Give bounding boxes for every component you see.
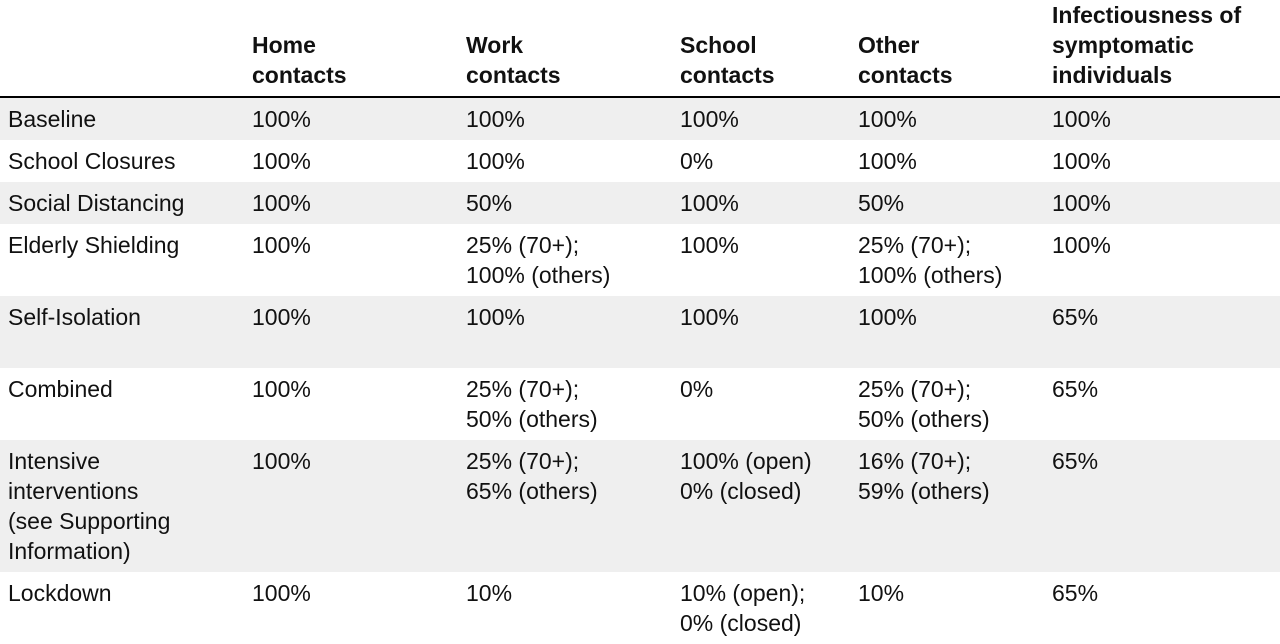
table-cell: 100% xyxy=(252,148,311,174)
table-cell: 65% xyxy=(1052,440,1280,572)
table-cell: 100% xyxy=(466,296,680,368)
row-label: Elderly Shielding xyxy=(8,232,180,258)
table-cell: 100% xyxy=(252,296,466,368)
table-row xyxy=(0,140,1280,182)
table-cell: 0% xyxy=(680,376,714,402)
table-cell: 100% xyxy=(858,97,1052,140)
table-cell: 100% xyxy=(858,296,1052,368)
table-cell: 100% xyxy=(466,97,680,140)
table-cell: 65% xyxy=(1052,376,1099,402)
table-row xyxy=(0,296,1280,368)
header-label: Work contacts xyxy=(466,32,561,88)
header-row xyxy=(0,0,1280,97)
table-cell: 25% (70+); 50% (others) xyxy=(858,376,990,432)
header-infectiousness xyxy=(1052,0,1280,97)
header-school-contacts xyxy=(680,0,858,97)
table-row xyxy=(0,440,1280,572)
row-label: Social Distancing xyxy=(0,182,252,224)
row-label: Baseline xyxy=(0,97,252,140)
table-cell: 100% xyxy=(1052,148,1111,174)
header-label: Other contacts xyxy=(858,32,953,88)
table-cell: 100% xyxy=(466,148,525,174)
header-work-contacts xyxy=(466,0,680,97)
table-cell: 10% xyxy=(858,580,905,606)
table-cell: 0% xyxy=(680,148,714,174)
table-cell: 25% (70+); 65% (others) xyxy=(466,440,680,572)
row-label: Self-Isolation xyxy=(0,296,252,368)
table-cell: 100% xyxy=(1052,97,1280,140)
table-cell: 100% xyxy=(1052,232,1111,258)
header-label: School contacts xyxy=(680,32,775,88)
row-label: Combined xyxy=(8,376,113,402)
header-blank xyxy=(0,0,252,97)
table-cell: 25% (70+); 100% (others) xyxy=(466,232,611,288)
table-cell: 100% xyxy=(252,376,311,402)
table-cell: 25% (70+); 50% (others) xyxy=(466,376,598,432)
table-row xyxy=(0,182,1280,224)
table-cell: 100% xyxy=(680,182,858,224)
table-row xyxy=(0,97,1280,140)
table-row xyxy=(0,224,1280,296)
table-cell: 100% xyxy=(252,580,311,606)
table-cell: 10% (open); 0% (closed) xyxy=(680,580,806,636)
table-cell: 50% xyxy=(858,182,1052,224)
table-cell: 65% xyxy=(1052,580,1099,606)
table-cell: 65% xyxy=(1052,296,1280,368)
row-label: Lockdown xyxy=(8,580,112,606)
table-cell: 16% (70+); 59% (others) xyxy=(858,440,1052,572)
table-row xyxy=(0,368,1280,440)
table-cell: 100% xyxy=(680,296,858,368)
table-cell: 100% xyxy=(252,97,466,140)
header-other-contacts xyxy=(858,0,1052,97)
table-cell: 25% (70+); 100% (others) xyxy=(858,232,1003,288)
header-label: Infectiousness of symptomatic individuals xyxy=(1052,2,1242,88)
table-cell: 100% xyxy=(680,97,858,140)
header-home-contacts xyxy=(252,0,466,97)
table-cell: 100% xyxy=(1052,182,1280,224)
table-cell: 50% xyxy=(466,182,680,224)
table-cell: 100% (open) 0% (closed) xyxy=(680,440,858,572)
header-label: Home contacts xyxy=(252,32,347,88)
table-cell: 100% xyxy=(680,232,739,258)
table-cell: 100% xyxy=(252,232,311,258)
table-row xyxy=(0,572,1280,644)
table-cell: 10% xyxy=(466,580,513,606)
row-label: School Closures xyxy=(8,148,176,174)
row-label: Intensive interventions (see Supporting Information) xyxy=(0,440,252,572)
table-cell: 100% xyxy=(252,440,466,572)
table-cell: 100% xyxy=(252,182,466,224)
table-cell: 100% xyxy=(858,148,917,174)
